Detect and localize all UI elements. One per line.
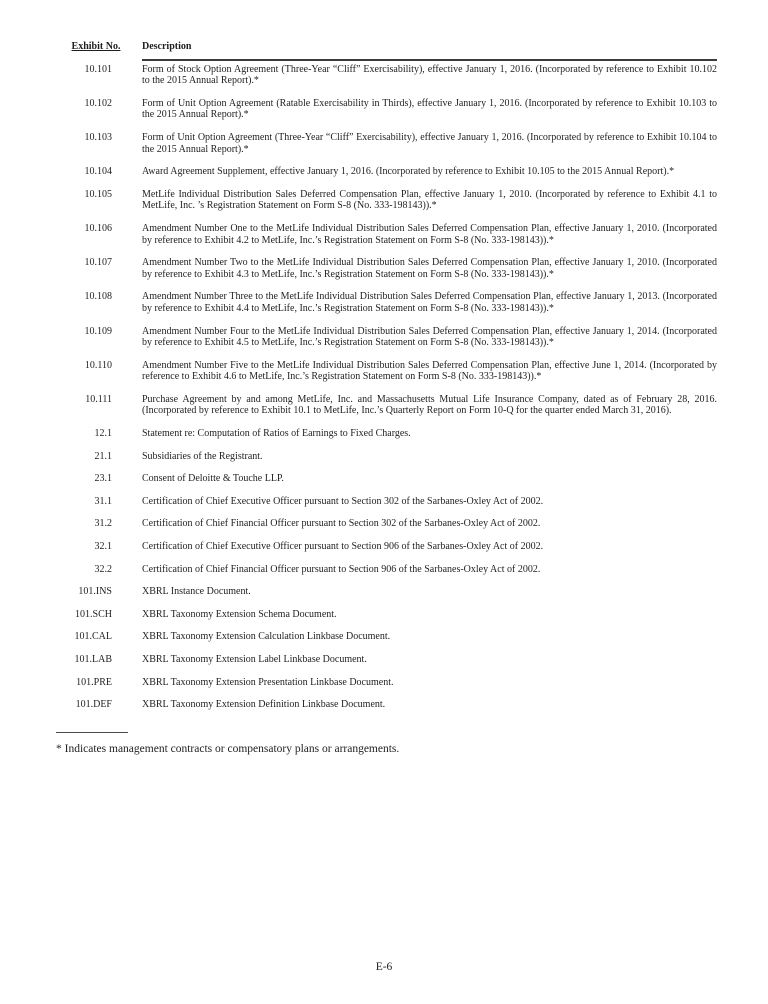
description-cell: Amendment Number Two to the MetLife Individual Distribution Sales Deferred Compensation Plan, effective January 1, 2010. (Incorporated by reference to Exhibit 4.3 to MetLife, Inc.’s Registration Statement on Form S-8 (No. 333-198143)).* xyxy=(142,257,717,280)
table-row xyxy=(56,677,717,689)
table-row xyxy=(56,496,717,508)
exhibit-no-cell: 10.107 xyxy=(84,257,112,269)
exhibit-no-cell: 101.PRE xyxy=(76,676,112,688)
table-row xyxy=(56,518,717,530)
exhibit-no-cell: 10.104 xyxy=(84,166,112,178)
exhibit-no-cell: 32.1 xyxy=(94,541,112,553)
exhibit-no-cell: 101.DEF xyxy=(75,699,112,711)
description-cell: Amendment Number One to the MetLife Individual Distribution Sales Deferred Compensation Plan, effective January 1, 2010. (Incorporated by reference to Exhibit 4.2 to MetLife, Inc.’s Registration Statement on Form S-8 (No. 333-198143)).* xyxy=(142,222,717,246)
exhibit-index-table xyxy=(56,41,717,711)
description-cell: Certification of Chief Executive Officer pursuant to Section 906 of the Sarbanes-Oxley Act of 2002. xyxy=(142,541,544,553)
description-cell: Subsidiaries of the Registrant. xyxy=(142,450,263,462)
table-row xyxy=(56,473,717,485)
table-row xyxy=(56,189,717,212)
table-row xyxy=(56,98,717,121)
table-row xyxy=(56,257,717,280)
table-row xyxy=(56,132,717,155)
description-cell: Statement re: Computation of Ratios of Earnings to Fixed Charges. xyxy=(142,428,411,440)
exhibit-no-cell: 21.1 xyxy=(94,450,112,462)
description-cell: Form of Unit Option Agreement (Three-Year “Cliff” Exercisability), effective January 1, 2016. (Incorporated by reference to Exhibit 10.104 to the 2015 Annual Report).* xyxy=(142,131,717,155)
description-cell: MetLife Individual Distribution Sales Deferred Compensation Plan, effective January 1, 2010. (Incorporated by reference to Exhibit 4.1 to MetLife, Inc. ’s Registration Statement on Form S-8 (No. 333-198143)).* xyxy=(142,188,717,212)
description-cell: XBRL Taxonomy Extension Label Linkbase Document. xyxy=(142,654,367,665)
table-row xyxy=(56,223,717,246)
description-cell: Amendment Number Five to the MetLife Individual Distribution Sales Deferred Compensation Plan, effective June 1, 2014. (Incorporated by reference to Exhibit 4.6 to MetLife, Inc.’s Registration Statement on Form S-8 (No. 333-198143)).* xyxy=(142,359,717,383)
table-row xyxy=(56,631,717,643)
table-row xyxy=(56,428,717,440)
table-row xyxy=(56,360,717,383)
table-row xyxy=(56,166,717,178)
exhibit-no-cell: 10.105 xyxy=(84,188,112,200)
exhibit-no-cell: 10.108 xyxy=(84,291,112,303)
description-cell: XBRL Instance Document. xyxy=(142,586,251,598)
description-cell: Certification of Chief Financial Officer pursuant to Section 906 of the Sarbanes-Oxley Act of 2002. xyxy=(142,563,541,575)
description-cell: Amendment Number Four to the MetLife Individual Distribution Sales Deferred Compensation Plan, effective January 1, 2014. (Incorporated by reference to Exhibit 4.5 to MetLife, Inc.’s Registration Statement on Form S-8 (No. 333-198143)).* xyxy=(142,325,717,349)
description-cell: Amendment Number Three to the MetLife Individual Distribution Sales Deferred Compensation Plan, effective January 1, 2013. (Incorporated by reference to Exhibit 4.4 to MetLife, Inc.’s Registration Statement on Form S-8 (No. 333-198143)).* xyxy=(142,291,717,314)
exhibit-no-cell: 10.111 xyxy=(85,393,112,405)
exhibit-no-cell: 12.1 xyxy=(94,428,112,440)
exhibit-no-cell: 101.LAB xyxy=(74,654,112,665)
table-row xyxy=(56,654,717,666)
column-header-description: Description xyxy=(142,41,717,61)
description-cell: Form of Unit Option Agreement (Ratable Exercisability in Thirds), effective January 1, 2016. (Incorporated by reference to Exhibit 10.103 to the 2015 Annual Report).* xyxy=(142,97,717,121)
description-cell: XBRL Taxonomy Extension Schema Document. xyxy=(142,608,337,620)
table-row xyxy=(56,326,717,349)
description-cell: Purchase Agreement by and among MetLife, Inc. and Massachusetts Mutual Life Insurance Company, dated as of February 28, 2016. (Incorporated by reference to Exhibit 10.1 to MetLife, Inc.’s Quarterly Report on Form 10-Q for the quarter ended March 31, 2016). xyxy=(142,393,717,417)
table-body xyxy=(56,64,717,711)
table-row xyxy=(56,291,717,314)
exhibit-no-cell: 101.INS xyxy=(78,586,112,598)
table-row xyxy=(56,699,717,711)
exhibit-no-cell: 31.1 xyxy=(94,495,112,507)
exhibit-no-cell: 101.CAL xyxy=(74,631,112,643)
exhibit-no-cell: 10.101 xyxy=(84,63,112,75)
exhibit-no-cell: 23.1 xyxy=(94,473,112,485)
table-row xyxy=(56,609,717,621)
description-cell: Certification of Chief Financial Officer pursuant to Section 302 of the Sarbanes-Oxley Act of 2002. xyxy=(142,518,541,530)
exhibit-no-cell: 31.2 xyxy=(94,518,112,530)
description-cell: Award Agreement Supplement, effective January 1, 2016. (Incorporated by reference to Exhibit 10.105 to the 2015 Annual Report).* xyxy=(142,166,675,178)
page-number: E-6 xyxy=(375,961,393,973)
exhibit-no-cell: 101.SCH xyxy=(75,608,112,620)
table-row xyxy=(56,586,717,598)
table-row xyxy=(56,564,717,576)
description-cell: Consent of Deloitte & Touche LLP. xyxy=(142,473,284,485)
column-header-exhibit-no: Exhibit No. xyxy=(71,41,121,52)
exhibit-no-cell: 10.102 xyxy=(84,97,112,109)
description-cell: Certification of Chief Executive Officer pursuant to Section 302 of the Sarbanes-Oxley Act of 2002. xyxy=(142,495,544,507)
table-header-row xyxy=(56,41,717,61)
table-row xyxy=(56,64,717,87)
table-row xyxy=(56,541,717,553)
footnote-divider xyxy=(56,732,128,733)
table-row xyxy=(56,451,717,463)
description-cell: XBRL Taxonomy Extension Definition Linkbase Document. xyxy=(142,699,386,711)
exhibit-no-cell: 10.110 xyxy=(84,359,112,371)
description-cell: Form of Stock Option Agreement (Three-Year “Cliff” Exercisability), effective January 1, 2016. (Incorporated by reference to Exhibit 10.102 to the 2015 Annual Report).* xyxy=(142,63,717,87)
exhibit-no-cell: 32.2 xyxy=(94,563,112,575)
footnote-text: * Indicates management contracts or compensatory plans or arrangements. xyxy=(56,742,400,755)
table-row xyxy=(56,394,717,417)
description-cell: XBRL Taxonomy Extension Calculation Linkbase Document. xyxy=(142,631,391,643)
description-cell: XBRL Taxonomy Extension Presentation Linkbase Document. xyxy=(142,676,394,688)
exhibit-no-cell: 10.109 xyxy=(84,325,112,337)
exhibit-no-cell: 10.103 xyxy=(84,131,112,143)
exhibit-no-cell: 10.106 xyxy=(84,222,112,234)
page-footer xyxy=(0,961,768,973)
